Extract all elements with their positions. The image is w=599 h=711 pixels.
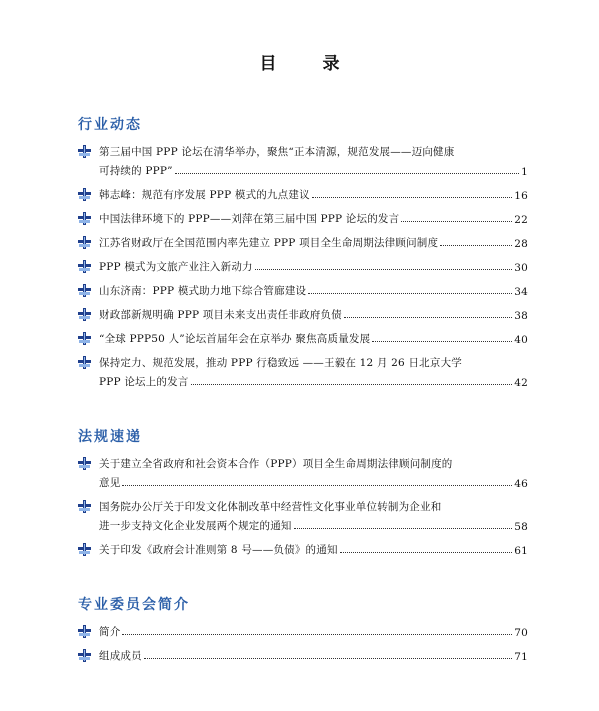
section-heading: 行业动态 (78, 117, 142, 133)
page-number: 70 (514, 627, 528, 639)
toc-entry[interactable] (78, 351, 528, 389)
entry-title-line2: 意见 (99, 477, 121, 489)
section-heading: 法规速递 (78, 429, 142, 445)
entry-title: 中国法律环境下的 PPP——刘萍在第三届中国 PPP 论坛的发言 (99, 213, 400, 225)
section-industry-news (78, 114, 528, 394)
entry-title-line2: 进一步支持文化企业发展两个规定的通知 (99, 520, 292, 532)
dot-leader (344, 317, 512, 318)
entry-title-line1: 第三届中国 PPP 论坛在清华举办，聚焦“正本清源，规范发展——迈向健康 (99, 146, 455, 158)
dot-leader (255, 269, 513, 270)
pushpin-bullet-icon (78, 647, 91, 660)
dot-leader (340, 552, 513, 553)
page-number: 46 (514, 478, 528, 490)
toc-entry[interactable] (78, 644, 528, 663)
toc-entry[interactable] (78, 279, 528, 298)
dot-leader (122, 634, 512, 635)
toc-entry[interactable] (78, 303, 528, 322)
toc-entry[interactable] (78, 327, 528, 346)
toc-entry[interactable] (78, 452, 528, 490)
toc-entry[interactable] (78, 183, 528, 202)
page-number: 38 (514, 310, 528, 322)
section-heading: 专业委员会简介 (78, 597, 190, 613)
entry-title: 组成成员 (99, 650, 142, 662)
dot-leader (191, 384, 513, 385)
entry-title: 韩志峰：规范有序发展 PPP 模式的九点建议 (99, 189, 310, 201)
entry-title-line1: 国务院办公厅关于印发文化体制改革中经营性文化事业单位转制为企业和 (99, 501, 442, 513)
page-title: 目 录 (259, 54, 360, 74)
dot-leader (312, 197, 512, 198)
pushpin-bullet-icon (78, 143, 91, 156)
section-regulations (78, 426, 528, 562)
dot-leader (440, 245, 512, 246)
pushpin-bullet-icon (78, 455, 91, 468)
entry-title-line2: PPP 论坛上的发言 (99, 376, 189, 388)
page-number: 16 (514, 190, 528, 202)
entry-title-line1: 关于建立全省政府和社会资本合作（PPP）项目全生命周期法律顾问制度的 (99, 458, 453, 470)
pushpin-bullet-icon (78, 498, 91, 511)
toc-entry[interactable] (78, 495, 528, 533)
dot-leader (372, 341, 512, 342)
toc-entry[interactable] (78, 538, 528, 557)
pushpin-bullet-icon (78, 306, 91, 319)
dot-leader (308, 293, 512, 294)
entry-title: 简介 (99, 626, 121, 638)
page-number: 71 (514, 651, 528, 663)
page-number: 28 (514, 238, 528, 250)
page-number: 22 (514, 214, 528, 226)
entry-title: 江苏省财政厅在全国范围内率先建立 PPP 项目全生命周期法律顾问制度 (99, 237, 439, 249)
pushpin-bullet-icon (78, 282, 91, 295)
pushpin-bullet-icon (78, 541, 91, 554)
page-number: 61 (514, 545, 528, 557)
pushpin-bullet-icon (78, 186, 91, 199)
toc-entry[interactable] (78, 207, 528, 226)
dot-leader (175, 173, 519, 174)
entry-title-line2: 可持续的 PPP” (99, 165, 173, 177)
page-number: 1 (521, 166, 528, 178)
page-number: 58 (514, 521, 528, 533)
dot-leader (144, 658, 512, 659)
section-committee (78, 594, 528, 668)
page-number: 42 (514, 377, 528, 389)
entry-title: 山东济南：PPP 模式助力地下综合管廊建设 (99, 285, 307, 297)
toc-entry[interactable] (78, 231, 528, 250)
entry-title: “全球 PPP50 人”论坛首届年会在京举办 聚焦高质量发展 (99, 333, 371, 345)
pushpin-bullet-icon (78, 258, 91, 271)
entry-title: 关于印发《政府会计准则第 8 号——负债》的通知 (99, 544, 338, 556)
pushpin-bullet-icon (78, 623, 91, 636)
pushpin-bullet-icon (78, 234, 91, 247)
pushpin-bullet-icon (78, 210, 91, 223)
toc-entry[interactable] (78, 620, 528, 639)
pushpin-bullet-icon (78, 330, 91, 343)
entry-title-line1: 保持定力、规范发展，推动 PPP 行稳致远 ——王毅在 12 月 26 日北京大学 (99, 357, 462, 369)
dot-leader (294, 528, 513, 529)
dot-leader (401, 221, 512, 222)
entry-title: PPP 模式为文旅产业注入新动力 (99, 261, 253, 273)
page-number: 34 (514, 286, 528, 298)
dot-leader (122, 485, 512, 486)
entry-title: 财政部新规明确 PPP 项目未来支出责任非政府负债 (99, 309, 342, 321)
toc-entry[interactable] (78, 255, 528, 274)
page-number: 40 (514, 334, 528, 346)
toc-entry[interactable] (78, 140, 528, 178)
pushpin-bullet-icon (78, 354, 91, 367)
page-number: 30 (514, 262, 528, 274)
